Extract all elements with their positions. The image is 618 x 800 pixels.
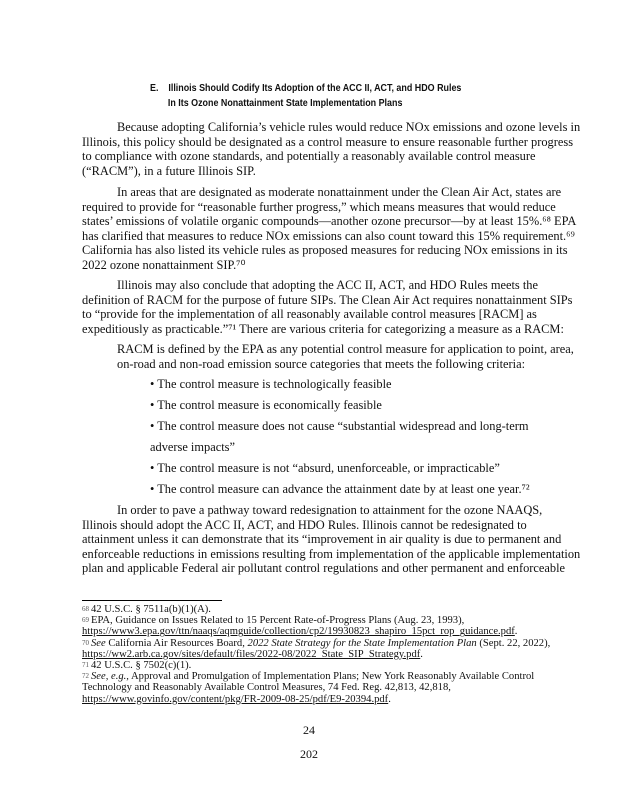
text-line: In areas that are designated as moderate nonattainment under the Clean Air Act, states are — [117, 185, 562, 199]
footnote-text: (Sept. 22, 2022), — [476, 637, 551, 649]
heading-line2: In Its Ozone Nonattainment State Implementation Plans — [167, 96, 403, 109]
text-line: California has also listed its vehicle rules as proposed measures for reducing NOx emissions in its — [82, 243, 568, 258]
footnote-number: 71 — [82, 661, 89, 670]
bullet-text: The control measure is economically feasible — [157, 398, 382, 412]
punct: . — [514, 626, 518, 638]
bullet-text: The control measure is not “absurd, unenforceable, or impracticable” — [157, 461, 500, 475]
page-number-alt: 202 — [300, 747, 318, 761]
text-line: plan and applicable Federal air pollutant control regulations and other permanent and enforceable — [82, 561, 566, 576]
text-line: enforceable reductions in emissions resulting from implementation of the applicable implementation — [82, 546, 581, 561]
text-line: attainment unless it can demonstrate that its “improvement in air quality is due to permanent and — [82, 532, 562, 547]
punct: . — [388, 693, 391, 705]
text-line: In order to pave a pathway toward redesignation to attainment for the ozone NAAQS, — [117, 503, 543, 517]
footnote-text: EPA, Guidance on Issues Related to 15 Percent Rate-of-Progress Plans (Aug. 23, 1993), — [91, 615, 465, 627]
footnote-link[interactable]: https://www3.epa.gov/ttn/naaqs/aqmguide/collection/cp2/19930823_shapiro_15pct_rop_guidance.pdf — [82, 626, 515, 638]
heading-line1: Illinois Should Codify Its Adoption of the ACC II, ACT, and HDO Rules — [168, 82, 462, 94]
text-line: states’ emissions of volatile organic compounds—another ozone precursor—by at least 15%.⁶⁸ EPA — [82, 214, 577, 229]
text-line: to compliance with ozone standards, and potentially a reasonably available control measure — [82, 149, 536, 164]
page-number: 24 — [303, 723, 315, 737]
text-line: has clarified that measures to reduce NOx emissions can also count toward this 15% requirement.⁶⁹ — [82, 228, 575, 243]
bullet-item: • The control measure is not “absurd, unenforceable, or impracticable” — [150, 461, 500, 475]
citation-signal: See, e.g., — [91, 671, 129, 683]
footnote — [82, 604, 550, 705]
citation-title: 2022 State Strategy for the State Implementation Plan — [247, 637, 477, 649]
punct: . — [420, 648, 423, 660]
bullet-item: • The control measure is technologically feasible — [150, 377, 392, 391]
text-line: expeditiously as practicable.”⁷¹ There are various criteria for categorizing a measure as a RACM: — [82, 321, 564, 336]
text-line: Because adopting California’s vehicle rules would reduce NOx emissions and ozone levels in — [117, 120, 581, 134]
text-line: required to provide for “reasonable further progress,” which means measures that would reduce — [82, 199, 556, 214]
text-line: on-road and non-road emission source categories that meets the following criteria: — [117, 356, 526, 371]
footnote-text: Technology and Reasonably Available Control Measures, 74 Fed. Reg. 42,813, 42,818, — [82, 682, 451, 694]
footnote-link[interactable]: https://ww2.arb.ca.gov/sites/default/files/2022-08/2022_State_SIP_Strategy.pdf — [82, 648, 421, 660]
footnote-link[interactable]: https://www.govinfo.gov/content/pkg/FR-2009-08-25/pdf/E9-20394.pdf — [82, 693, 389, 705]
footnote-divider — [82, 600, 222, 601]
text-line: to “provide for the implementation of all reasonably available control measures [RACM] as — [82, 307, 537, 322]
footnote-text: California Air Resources Board, — [105, 637, 248, 649]
footnote-number: 70 — [82, 638, 89, 647]
text-line: definition of RACM for the purpose of future SIPs. The Clean Air Act requires nonattainment SIPs — [82, 292, 573, 307]
bullet-item: • The control measure is economically feasible — [150, 398, 382, 412]
block-quote — [117, 342, 574, 371]
bullet-item: • The control measure does not cause “substantial widespread and long-term — [150, 419, 529, 433]
footnote-text: 42 U.S.C. § 7502(c)(1). — [91, 660, 192, 672]
footnote-text: Approval and Promulgation of Implementation Plans; New York Reasonably Available Control — [128, 671, 535, 683]
footnote-number: 69 — [82, 616, 89, 625]
text-line: Illinois, this policy should be designated as a control measure to ensure reasonable further progress — [82, 134, 574, 149]
footnote-number: 68 — [82, 605, 89, 613]
citation-signal: See — [91, 637, 106, 649]
text-line: (“RACM”), in a future Illinois SIP. — [82, 163, 256, 178]
paragraph-4 — [82, 503, 580, 576]
text-line: Illinois should adopt the ACC II, ACT, and HDO Rules. Illinois cannot be redesignated to — [82, 517, 527, 532]
bullet-item: • The control measure can advance the attainment date by at least one year.⁷² — [150, 482, 530, 496]
bullet-text: The control measure can advance the attainment date by at least one year.⁷² — [157, 482, 530, 496]
paragraph-3 — [82, 278, 573, 336]
bullet-text: The control measure is technologically feasible — [157, 377, 392, 391]
footnote-number: 72 — [82, 672, 89, 681]
text-line: Illinois may also conclude that adopting the ACC II, ACT, and HDO Rules meets the — [117, 278, 538, 292]
paragraph-2 — [82, 185, 576, 273]
bullet-continuation: adverse impacts” — [150, 440, 235, 454]
heading-letter: E. — [150, 82, 159, 94]
bullet-text: The control measure does not cause “substantial widespread and long-term — [157, 419, 529, 433]
paragraph-1 — [82, 120, 580, 178]
section-heading — [150, 81, 461, 110]
text-line: 2022 ozone nonattainment SIP.⁷⁰ — [82, 257, 246, 272]
text-line: RACM is defined by the EPA as any potential control measure for application to point, area, — [117, 342, 574, 356]
footnote-text: 42 U.S.C. § 7511a(b)(1)(A). — [91, 604, 211, 615]
